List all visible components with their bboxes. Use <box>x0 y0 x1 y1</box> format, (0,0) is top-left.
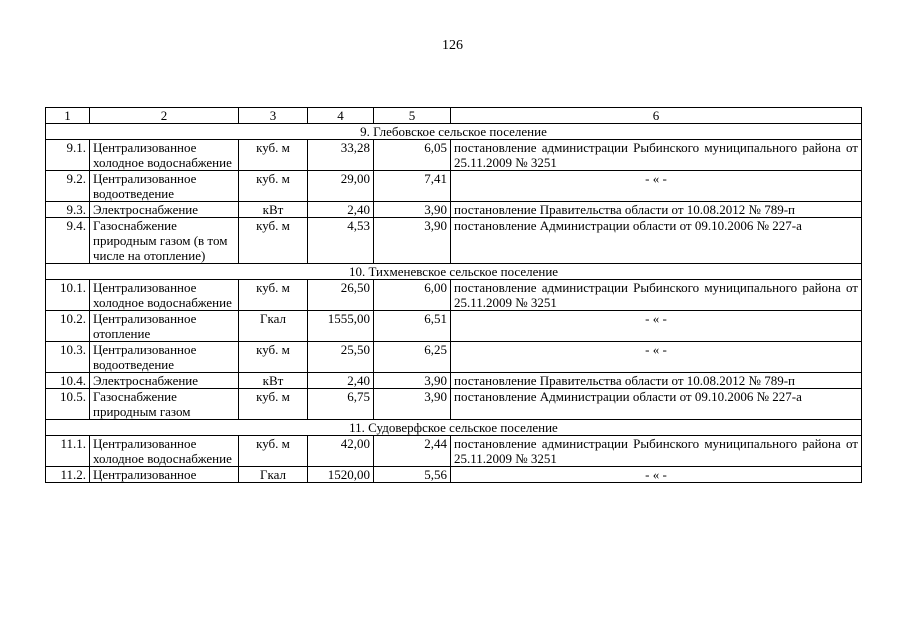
row-number: 9.1. <box>46 140 90 171</box>
section-title-row <box>46 264 862 280</box>
value-col5: 2,44 <box>374 436 451 467</box>
document-reference: постановление администрации Рыбинского муниципального района от 25.11.2009 № 3251 <box>451 436 862 467</box>
row-number: 9.3. <box>46 202 90 218</box>
table-row <box>46 311 862 342</box>
row-number: 10.4. <box>46 373 90 389</box>
header-cell: 2 <box>90 108 239 124</box>
table-row <box>46 218 862 264</box>
row-number: 9.4. <box>46 218 90 264</box>
document-reference: постановление администрации Рыбинского муниципального района от 25.11.2009 № 3251 <box>451 280 862 311</box>
row-number: 10.1. <box>46 280 90 311</box>
row-number: 10.2. <box>46 311 90 342</box>
header-cell: 4 <box>308 108 374 124</box>
value-col5: 3,90 <box>374 389 451 420</box>
value-col5: 6,00 <box>374 280 451 311</box>
section-title: 11. Судоверфское сельское поселение <box>46 420 862 436</box>
unit: кВт <box>239 373 308 389</box>
row-number: 10.5. <box>46 389 90 420</box>
header-cell: 3 <box>239 108 308 124</box>
value-col5: 3,90 <box>374 218 451 264</box>
row-number: 11.1. <box>46 436 90 467</box>
value-col4: 42,00 <box>308 436 374 467</box>
section-title: 9. Глебовское сельское поселение <box>46 124 862 140</box>
service-name: Централизованное <box>90 467 239 483</box>
document-reference: - « - <box>451 467 862 483</box>
value-col5: 7,41 <box>374 171 451 202</box>
header-cell: 5 <box>374 108 451 124</box>
unit: куб. м <box>239 342 308 373</box>
unit: Гкал <box>239 467 308 483</box>
row-number: 11.2. <box>46 467 90 483</box>
table-row <box>46 280 862 311</box>
row-number: 10.3. <box>46 342 90 373</box>
document-reference: постановление Администрации области от 09.10.2006 № 227-а <box>451 389 862 420</box>
table-row <box>46 373 862 389</box>
unit: куб. м <box>239 389 308 420</box>
service-name: Газоснабжение природным газом <box>90 389 239 420</box>
document-reference: - « - <box>451 171 862 202</box>
value-col4: 4,53 <box>308 218 374 264</box>
value-col4: 33,28 <box>308 140 374 171</box>
table-row <box>46 342 862 373</box>
value-col4: 25,50 <box>308 342 374 373</box>
service-name: Централизованное отопление <box>90 311 239 342</box>
section-title-row <box>46 124 862 140</box>
unit: кВт <box>239 202 308 218</box>
header-row <box>46 108 862 124</box>
value-col4: 29,00 <box>308 171 374 202</box>
value-col4: 6,75 <box>308 389 374 420</box>
service-name: Централизованное водоотведение <box>90 342 239 373</box>
unit: Гкал <box>239 311 308 342</box>
row-number: 9.2. <box>46 171 90 202</box>
service-name: Централизованное водоотведение <box>90 171 239 202</box>
service-name: Электроснабжение <box>90 373 239 389</box>
table-row <box>46 202 862 218</box>
header-cell: 1 <box>46 108 90 124</box>
service-name: Централизованное холодное водоснабжение <box>90 140 239 171</box>
service-name: Электроснабжение <box>90 202 239 218</box>
document-reference: - « - <box>451 311 862 342</box>
value-col5: 5,56 <box>374 467 451 483</box>
table-row <box>46 171 862 202</box>
unit: куб. м <box>239 218 308 264</box>
document-reference: - « - <box>451 342 862 373</box>
document-reference: постановление Правительства области от 10.08.2012 № 789-п <box>451 373 862 389</box>
value-col4: 2,40 <box>308 373 374 389</box>
value-col4: 1520,00 <box>308 467 374 483</box>
table-row <box>46 389 862 420</box>
table-row <box>46 436 862 467</box>
section-title-row <box>46 420 862 436</box>
value-col4: 2,40 <box>308 202 374 218</box>
value-col5: 6,05 <box>374 140 451 171</box>
unit: куб. м <box>239 140 308 171</box>
page-number: 126 <box>442 38 463 53</box>
value-col5: 3,90 <box>374 373 451 389</box>
service-name: Централизованное холодное водоснабжение <box>90 280 239 311</box>
tariff-table <box>45 107 862 483</box>
section-title: 10. Тихменевское сельское поселение <box>46 264 862 280</box>
table-row <box>46 467 862 483</box>
header-cell: 6 <box>451 108 862 124</box>
value-col4: 26,50 <box>308 280 374 311</box>
value-col5: 3,90 <box>374 202 451 218</box>
service-name: Централизованное холодное водоснабжение <box>90 436 239 467</box>
value-col5: 6,51 <box>374 311 451 342</box>
unit: куб. м <box>239 280 308 311</box>
service-name: Газоснабжение природным газом (в том числе на отопление) <box>90 218 239 264</box>
document-reference: постановление Администрации области от 09.10.2006 № 227-а <box>451 218 862 264</box>
document-reference: постановление администрации Рыбинского муниципального района от 25.11.2009 № 3251 <box>451 140 862 171</box>
unit: куб. м <box>239 436 308 467</box>
value-col5: 6,25 <box>374 342 451 373</box>
table-row <box>46 140 862 171</box>
document-reference: постановление Правительства области от 10.08.2012 № 789-п <box>451 202 862 218</box>
unit: куб. м <box>239 171 308 202</box>
value-col4: 1555,00 <box>308 311 374 342</box>
